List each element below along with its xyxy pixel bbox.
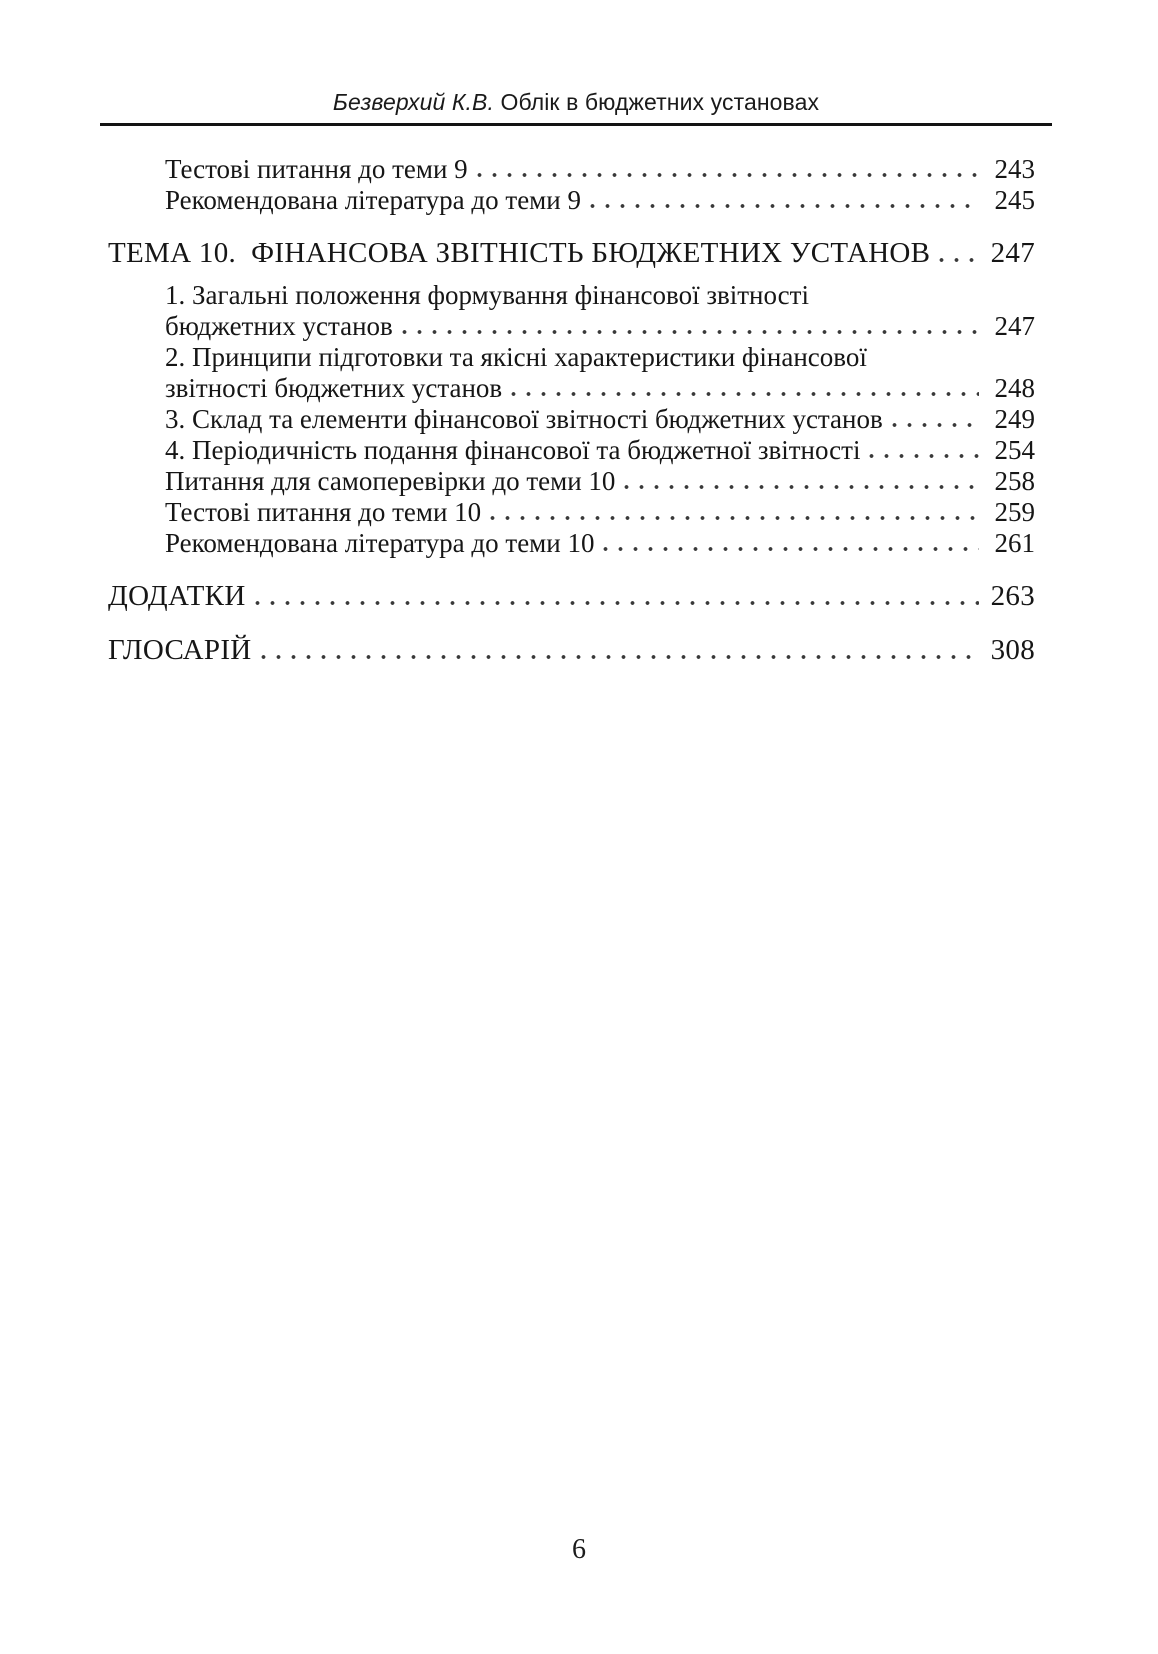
toc-entry-label: Тестові питання до теми 10 — [165, 497, 482, 527]
toc-row — [108, 528, 1035, 559]
dot-leader — [619, 466, 979, 497]
dot-leader — [250, 579, 979, 613]
toc-row — [108, 404, 1035, 435]
toc-row — [108, 311, 1035, 342]
toc-entry-page: 243 — [994, 154, 1035, 184]
toc-entry-label: 4. Періодичність подання фінансової та бюджетної звітності — [165, 435, 861, 465]
toc-entry-label: Питання для самоперевірки до теми 10 — [165, 466, 616, 496]
toc-entry-page: 249 — [994, 404, 1035, 434]
toc-entry-page: 254 — [994, 435, 1035, 465]
toc-row-section-heading — [108, 579, 1035, 613]
running-header-title: Облік в бюджетних установах — [493, 89, 820, 115]
toc-row — [108, 497, 1035, 528]
toc-entry-label: 3. Склад та елементи фінансової звітності бюджетних установ — [165, 404, 883, 434]
toc-section-label: ДОДАТКИ — [108, 580, 246, 612]
dot-leader — [506, 373, 979, 404]
table-of-contents — [108, 142, 1035, 667]
toc-entry-page: 258 — [994, 466, 1035, 496]
toc-row-section-heading — [108, 633, 1035, 667]
toc-entry-page: 263 — [990, 580, 1035, 612]
toc-entry-label: Тестові питання до теми 9 — [165, 154, 468, 184]
page-footer — [0, 1534, 1158, 1566]
toc-row — [108, 185, 1035, 216]
toc-entry-page: 308 — [990, 634, 1035, 666]
toc-entry-label: 1. Загальні положення формування фінансової звітності — [165, 280, 809, 310]
toc-row — [108, 435, 1035, 466]
toc-entry-page: 247 — [994, 311, 1035, 341]
toc-entry-label: 2. Принципи підготовки та якісні характеристики фінансової — [165, 342, 867, 372]
toc-row — [108, 342, 1035, 373]
page-number: 6 — [572, 1534, 586, 1565]
toc-entry-page: 247 — [990, 237, 1035, 269]
dot-leader — [397, 311, 979, 342]
dot-leader — [887, 404, 979, 435]
toc-section-label: ГЛОСАРІЙ — [108, 634, 252, 666]
dot-leader — [485, 497, 979, 528]
toc-row — [108, 466, 1035, 497]
dot-leader — [934, 236, 979, 270]
toc-entry-page: 245 — [994, 185, 1035, 215]
toc-entry-label: Рекомендована література до теми 10 — [165, 528, 595, 558]
toc-row — [108, 373, 1035, 404]
toc-entry-label: бюджетних установ — [165, 311, 393, 341]
toc-row — [108, 280, 1035, 311]
dot-leader — [598, 528, 979, 559]
dot-leader — [585, 185, 979, 216]
toc-chapter-label: ТЕМА 10. ФІНАНСОВА ЗВІТНІСТЬ БЮДЖЕТНИХ УСТАНОВ — [108, 237, 931, 269]
toc-entry-label: звітності бюджетних установ — [165, 373, 503, 403]
toc-entry-page: 261 — [994, 528, 1035, 558]
running-header-author: Безверхий К.В. — [332, 89, 494, 115]
toc-entry-label: Рекомендована література до теми 9 — [165, 185, 581, 215]
toc-entry-page: 248 — [994, 373, 1035, 403]
dot-leader — [256, 633, 979, 667]
dot-leader — [472, 154, 979, 185]
dot-leader — [864, 435, 979, 466]
toc-row-chapter-heading — [108, 236, 1035, 270]
running-header — [100, 88, 1052, 126]
toc-entry-page: 259 — [994, 497, 1035, 527]
toc-row — [108, 154, 1035, 185]
